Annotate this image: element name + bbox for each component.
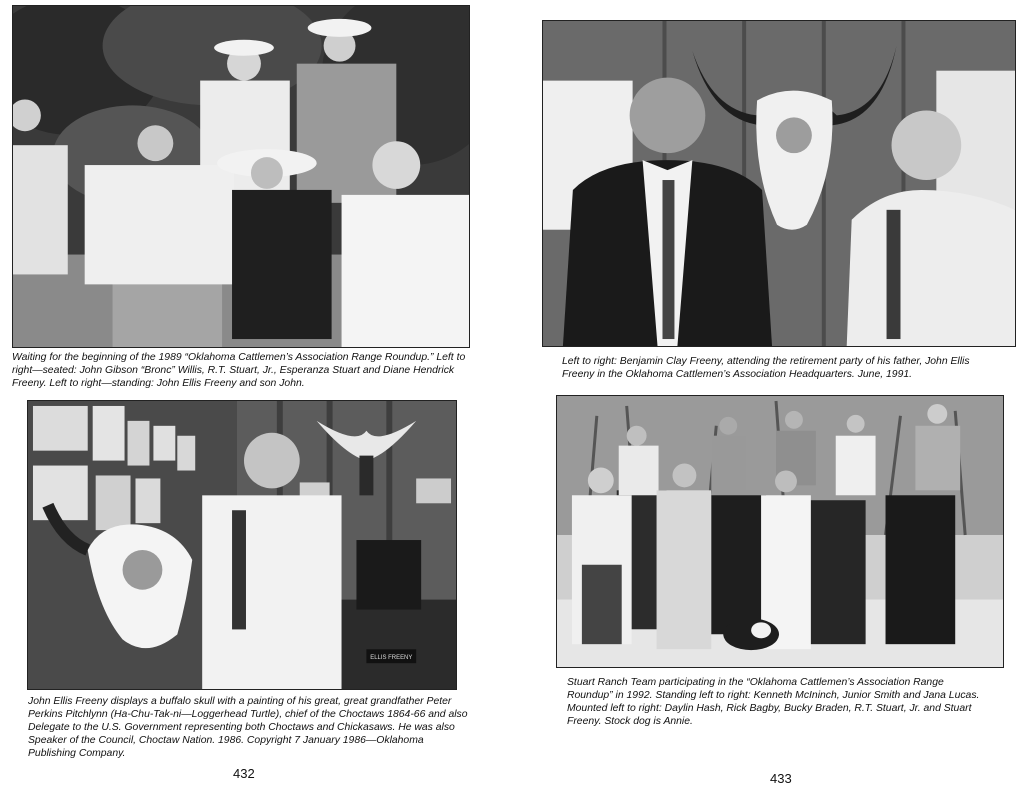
- right-page: [512, 0, 1024, 792]
- photo-range-roundup-group: [12, 5, 470, 348]
- photo-stuart-ranch-team-image: [557, 396, 1003, 667]
- caption-buffalo-skull-office: John Ellis Freeny displays a buffalo skull with a painting of his great, great grandfather Peter Perkins Pitchlynn (Ha-Chu-Tak-ni—Loggerhead Turtle), chief of the Choctaws 1864-66 and also Delegate to the U.S. Government representing both Choctaws and Chickasaws. He was also Speaker of the Council, Choctaw Nation. 1986. Copyright 7 January 1986—Oklahoma Publishing Company.: [28, 696, 468, 759]
- photo-range-roundup-group-image: [13, 6, 469, 347]
- page-number-left: 432: [233, 766, 255, 781]
- caption-stuart-ranch-team: Stuart Ranch Team participating in the “Oklahoma Cattlemen’s Association Range Roundup” in 1992. Standing left to right: Kenneth McIninch, Junior Smith and Jana Lucas. Mounted left to right: Daylin Hash, Rick Bagby, Bucky Braden, R.T. Stuart, Jr. and Stuart Freeny. Stock dog is Annie.: [567, 677, 980, 727]
- photo-stuart-ranch-team: [556, 395, 1004, 668]
- photo-buffalo-skull-office-image: [28, 401, 456, 689]
- photo-retirement-party: [542, 20, 1016, 347]
- page-number-right: 433: [770, 771, 792, 786]
- photo-buffalo-skull-office: [27, 400, 457, 690]
- caption-retirement-party: Left to right: Benjamin Clay Freeny, attending the retirement party of his father, John Ellis Freeny in the Oklahoma Cattlemen’s Association Headquarters. June, 1991.: [562, 356, 970, 380]
- caption-range-roundup-group: Waiting for the beginning of the 1989 “Oklahoma Cattlemen’s Association Range Roundup.” Left to right—seated: John Gibson “Bronc” Willis, R.T. Stuart, Jr., Esperanza Stuart and Diane Hendrick Freeny. Left to right—standing: John Ellis Freeny and son John.: [12, 352, 466, 389]
- nameplate-label: ELLIS FREENY: [370, 655, 413, 662]
- photo-retirement-party-image: [543, 21, 1015, 346]
